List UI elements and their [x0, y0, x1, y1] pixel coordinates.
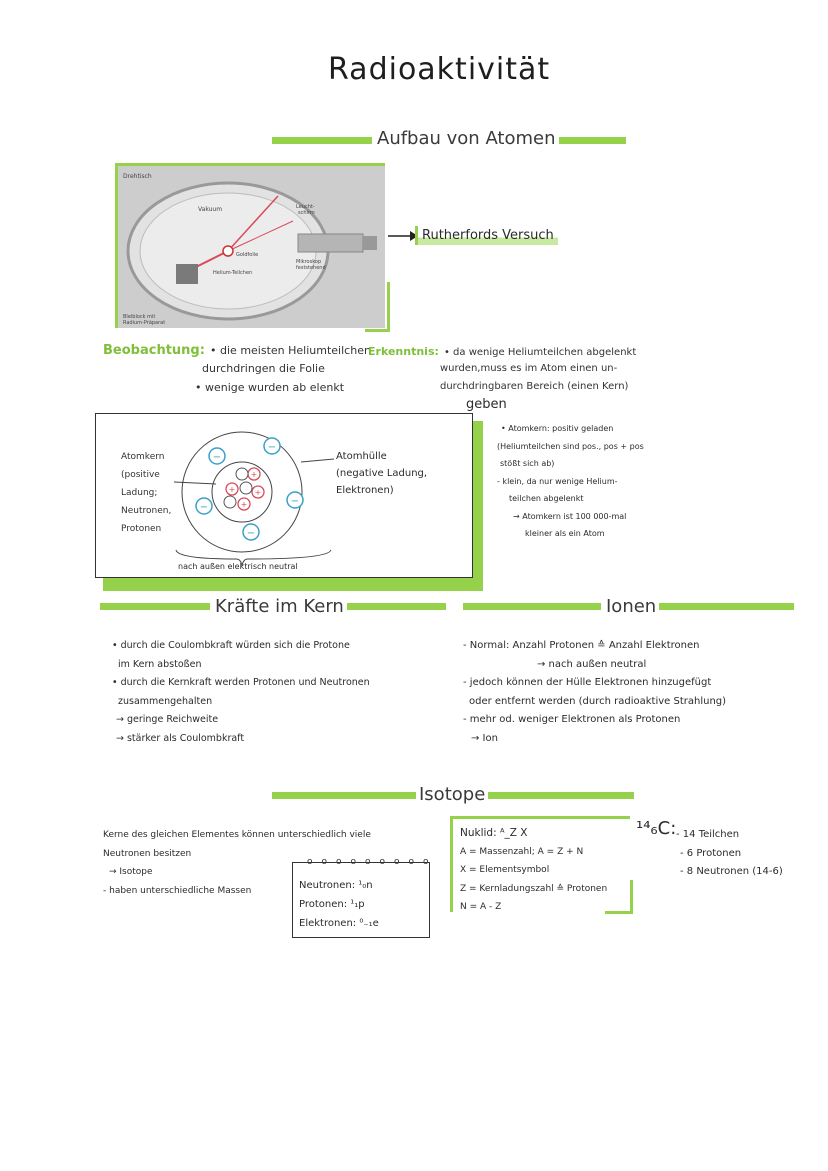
svg-text:−: −	[212, 452, 222, 463]
beobachtung-line-2: durchdringen die Folie	[202, 362, 325, 375]
photo-label-helium: Helium-Teilchen	[213, 270, 253, 276]
section-heading-ionen: Ionen	[603, 596, 659, 617]
arrow-right-icon	[388, 230, 418, 242]
rutherford-label-text: Rutherfords Versuch	[422, 228, 554, 243]
kraefte-content: • durch die Coulombkraft würden sich die Protone im Kern abstoßen • durch die Kernkraft werden Protonen und Neutronen zusammengehalten → geringe Reichweite → stärker als Coulombkraft	[112, 640, 370, 744]
section-bar-left	[272, 137, 372, 144]
atomhuelle-label: Atomhülle (negative Ladung, Elektronen)	[336, 451, 428, 496]
nuklid-frame-corner	[605, 880, 633, 914]
erkenntnis-label: Erkenntnis:	[368, 345, 439, 358]
erkenntnis-block	[368, 340, 636, 361]
rutherford-apparatus-drawing	[118, 166, 388, 331]
rutherford-photo	[115, 163, 385, 328]
svg-text:−: −	[199, 502, 209, 513]
svg-text:−: −	[267, 442, 277, 453]
section-bar-kraefte-left	[100, 603, 210, 610]
svg-text:+: +	[250, 470, 258, 479]
erkenntnis-line-1: • da wenige Heliumteilchen abgelenkt	[443, 347, 637, 358]
svg-text:+: +	[254, 488, 262, 497]
svg-text:+: +	[240, 500, 248, 509]
section-bar-ionen-right	[659, 603, 794, 610]
section-bar-isotope-left	[272, 792, 416, 799]
atom-diagram-card	[95, 413, 473, 578]
section-bar-kraefte-right	[334, 603, 446, 610]
photo-label-mikroskop: Mikroskop	[296, 259, 322, 265]
notepad-rings: ооооооооо	[307, 857, 438, 867]
particles-card	[292, 857, 438, 938]
svg-text:feststehend: feststehend	[296, 265, 326, 271]
section-bar-ionen-left	[463, 603, 601, 610]
ionen-content: - Normal: Anzahl Protonen ≙ Anzahl Elektronen → nach außen neutral - jedoch können der Hülle Elektronen hinzugefügt oder entfernt werden (durch radioaktive Strahlung) - mehr od. weniger Elektronen als Protonen → Ion	[463, 640, 727, 744]
photo-label-leuchtschirm: Leucht-	[296, 204, 315, 210]
svg-text:−: −	[246, 528, 256, 539]
neutral-label: nach außen elektrisch neutral	[178, 562, 298, 571]
photo-label-drehtisch: Drehtisch	[123, 173, 152, 180]
beobachtung-label: Beobachtung:	[103, 343, 205, 358]
svg-text:−: −	[290, 496, 300, 507]
nuklid-content: Nuklid: ᴬ_Z X A = Massenzahl; A = Z + N X = Elementsymbol Z = Kernladungszahl ≙ Protonen N = A - Z	[460, 827, 608, 912]
section-heading-kraefte: Kräfte im Kern	[212, 596, 347, 617]
beobachtung-line-1: • die meisten Heliumteilchen	[210, 344, 371, 357]
beobachtung-line-3: • wenige wurden ab elenkt	[195, 381, 345, 394]
section-bar-isotope-right	[486, 792, 634, 799]
rutherford-label	[415, 226, 558, 245]
svg-text:+: +	[228, 485, 236, 494]
particles-list: Neutronen: ¹₀n Protonen: ¹₁p Elektronen: ⁰₋₁e	[299, 880, 379, 929]
atomkern-notes: • Atomkern: positiv geladen (Heliumteilchen sind pos., pos + pos stößt sich ab) - klein, da nur wenige Helium- teilchen abgelenkt → Atomkern ist 100 000-mal kleiner als ein Atom	[497, 424, 644, 538]
isotope-content: Kerne des gleichen Elementes können unterschiedlich viele Neutronen besitzen → Isotope - haben unterschiedliche Massen	[103, 830, 371, 896]
section-heading-aufbau: Aufbau von Atomen	[374, 128, 559, 149]
carbon-symbol: ¹⁴₆C:	[636, 818, 677, 839]
atomkern-label: Atomkern (positive Ladung; Neutronen, Protonen	[121, 452, 172, 534]
photo-label-vakuum: Vakuum	[198, 206, 223, 213]
erkenntnis-line-4: geben	[466, 397, 507, 412]
photo-label-bleiblock: Bleiblock mit	[123, 314, 156, 320]
erkenntnis-line-3: durchdringbaren Bereich (einen Kern)	[440, 381, 629, 392]
svg-text:schirm: schirm	[298, 210, 315, 216]
photo-frame-accent	[365, 282, 390, 332]
beobachtung-block	[103, 339, 371, 360]
svg-text:Radium-Präparat: Radium-Präparat	[123, 320, 166, 326]
erkenntnis-line-2: wurden,muss es im Atom einen un-	[440, 363, 618, 374]
carbon-list: - 14 Teilchen - 6 Protonen - 8 Neutronen (14-6)	[676, 829, 783, 877]
page-title: Radioaktivität	[328, 52, 551, 87]
photo-label-goldfolie: Goldfolie	[236, 252, 259, 258]
section-heading-isotope: Isotope	[416, 784, 488, 805]
